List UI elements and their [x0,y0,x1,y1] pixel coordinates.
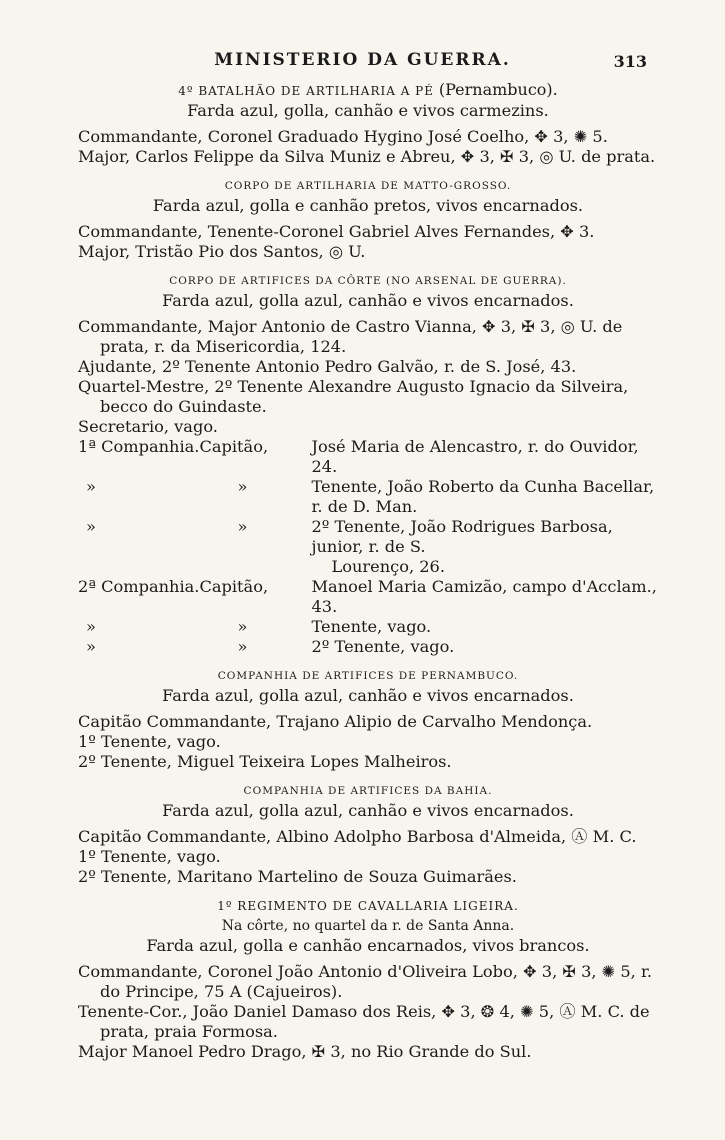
ditto-mark: » [86,517,96,536]
ditto-mark: » [237,477,248,496]
personnel-entry: Quartel-Mestre, 2º Tenente Alexandre Augusto Ignacio da Silveira, becco do Guindaste. [78,377,629,416]
personnel-entry: 1º Tenente, vago. [78,847,221,866]
name-cell: 2º Tenente, João Rodrigues Barbosa, junior, r. de S. Lourenço, 26. [311,517,658,577]
table-row [78,517,658,577]
personnel-entry: Commandante, Coronel Graduado Hygino José Coelho, ✥ 3, ✺ 5. [78,127,608,146]
section-title-suffix: (Pernambuco). [438,80,558,99]
section-title: CORPO DE ARTILHARIA DE MATTO-GROSSO. [224,180,512,192]
personnel-entry: Ajudante, 2º Tenente Antonio Pedro Galvão, r. de S. José, 43. [78,357,577,376]
page-number: 313 [613,52,647,71]
personnel-entry: Tenente-Cor., João Daniel Damaso dos Reis, ✥ 3, ❂ 4, ✺ 5, Ⓐ M. C. de prata, praia Formosa. [78,1002,650,1041]
ditto-mark: » [86,617,96,636]
header-title: MINISTERIO DA GUERRA. [214,50,511,70]
name-cell: Tenente, vago. [311,617,432,636]
rank-cell: Capitão, [199,577,269,596]
uniform-description: Farda azul, golla azul, canhão e vivos encarnados. [162,801,574,820]
company-cell: 1ª Companhia. [78,437,200,456]
personnel-entry: Major, Carlos Felippe da Silva Muniz e Abreu, ✥ 3, ✠ 3, ◎ U. de prata. [78,147,656,166]
table-row [78,437,658,477]
table-row [78,617,658,637]
personnel-entry: Commandante, Major Antonio de Castro Vianna, ✥ 3, ✠ 3, ◎ U. de prata, r. da Misericordia, 124. [78,317,623,356]
personnel-entry: Commandante, Tenente-Coronel Gabriel Alves Fernandes, ✥ 3. [78,222,595,241]
uniform-description: Farda azul, golla e canhão pretos, vivos encarnados. [152,196,584,215]
table-row [78,477,658,517]
personnel-entry: 1º Tenente, vago. [78,732,221,751]
personnel-entry: 2º Tenente, Miguel Teixeira Lopes Malheiros. [78,752,452,771]
ditto-mark: » [237,517,248,536]
table-row [78,637,658,657]
company-cell: 2ª Companhia. [78,577,200,596]
ditto-mark: » [237,617,248,636]
personnel-entry: Secretario, vago. [78,417,218,436]
personnel-entry: Major, Tristão Pio dos Santos, ◎ U. [78,242,366,261]
name-cell: 2º Tenente, vago. [311,637,455,656]
section-subtitle: Na côrte, no quartel da r. de Santa Anna. [221,918,515,934]
personnel-entry: Major Manoel Pedro Drago, ✠ 3, no Rio Grande do Sul. [78,1042,532,1061]
uniform-description: Farda azul, golla azul, canhão e vivos encarnados. [162,686,574,705]
running-header [0,50,725,76]
table-row [78,577,658,617]
personnel-entry: Capitão Commandante, Trajano Alipio de Carvalho Mendonça. [78,712,593,731]
name-cell: Manoel Maria Camizão, campo d'Acclam., 43. [311,577,657,616]
name-cell: Tenente, João Roberto da Cunha Bacellar, r. de D. Man. [311,477,655,516]
section-title: COMPANHIA DE ARTIFICES DE PERNAMBUCO. [217,670,519,682]
section-title: COMPANHIA DE ARTIFICES DA BAHIA. [243,785,493,797]
name-cell-continuation: Lourenço, 26. [331,557,445,576]
ditto-mark: » [237,637,248,656]
uniform-description: Farda azul, golla azul, canhão e vivos encarnados. [162,291,574,310]
uniform-description: Farda azul, golla, canhão e vivos carmezins. [187,101,549,120]
page-content [78,80,658,1062]
section-title: CORPO DE ARTIFICES DA CÔRTE (NO ARSENAL DE GUERRA). [169,275,567,287]
personnel-entry: 2º Tenente, Maritano Martelino de Souza Guimarães. [78,867,517,886]
personnel-entry: Commandante, Coronel João Antonio d'Oliveira Lobo, ✥ 3, ✠ 3, ✺ 5, r. do Principe, 75 A (Cajueiros). [78,962,653,1001]
section-title: 1º REGIMENTO DE CAVALLARIA LIGEIRA. [217,899,519,913]
ditto-mark: » [86,477,96,496]
personnel-entry: Capitão Commandante, Albino Adolpho Barbosa d'Almeida, Ⓐ M. C. [78,827,637,846]
name-cell: José Maria de Alencastro, r. do Ouvidor, 24. [311,437,639,476]
ditto-mark: » [86,637,96,656]
rank-cell: Capitão, [199,437,269,456]
companies-table [78,437,658,657]
uniform-description: Farda azul, golla e canhão encarnados, vivos brancos. [146,936,590,955]
section-title: 4º BATALHÃO DE ARTILHARIA A PÉ (Pernambuco). [178,80,558,99]
